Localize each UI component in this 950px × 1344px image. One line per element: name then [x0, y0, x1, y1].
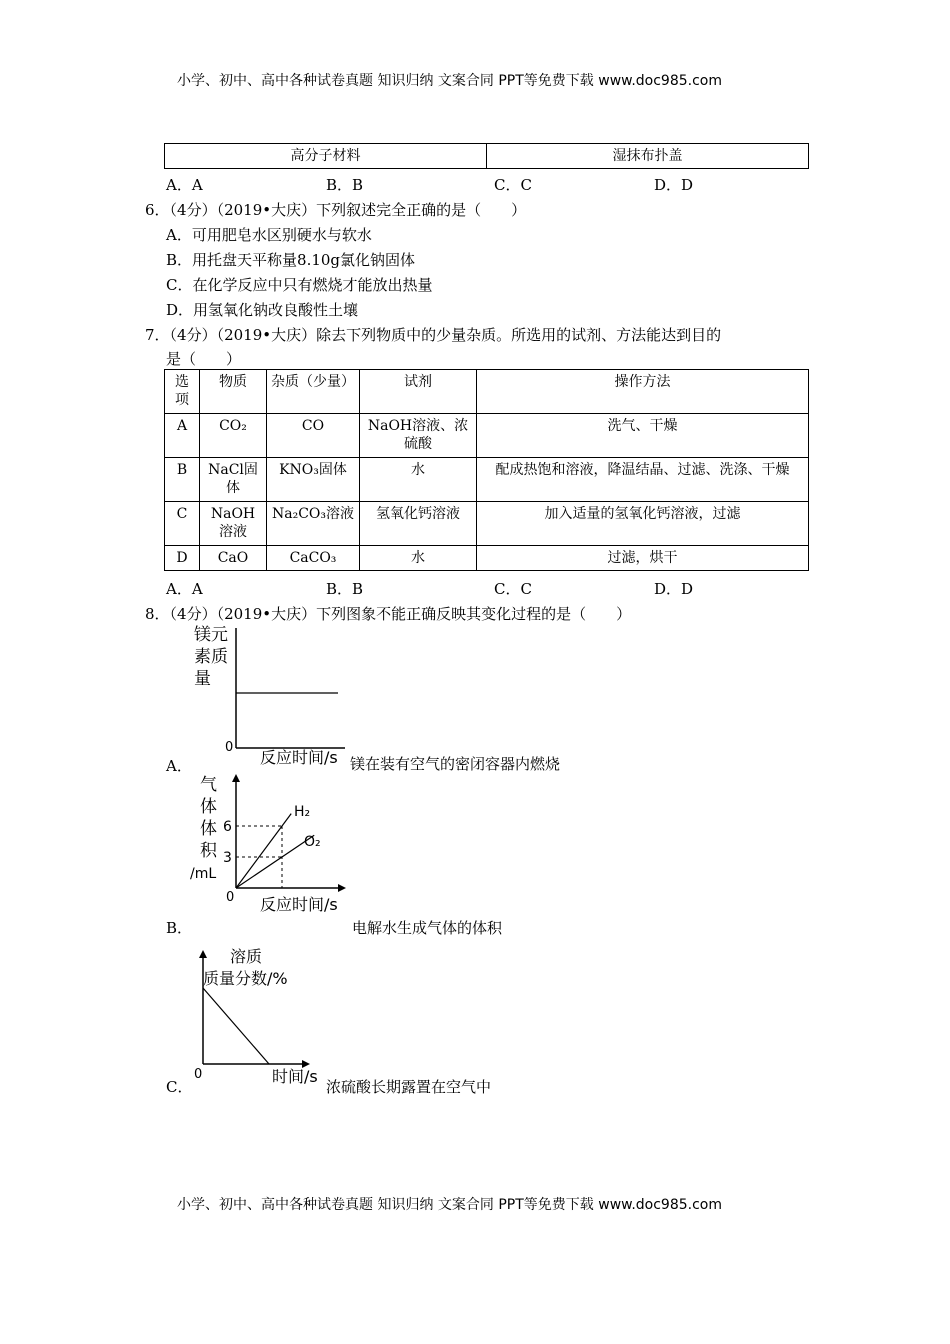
cell: B — [165, 458, 200, 502]
footer-site: www.doc985.com — [598, 1197, 722, 1213]
q5-option-c[interactable]: C．C — [494, 176, 532, 194]
chart-b — [180, 770, 360, 920]
th-option: 选项 — [165, 370, 200, 414]
q5-options — [166, 174, 693, 195]
tick-3: 3 — [223, 850, 232, 866]
cell: NaOH溶液、浓硫酸 — [360, 414, 477, 458]
ylabel-1: 溶质 — [230, 947, 263, 966]
th-reagent: 试剂 — [360, 370, 477, 414]
ylabel-3: 体 — [200, 819, 217, 839]
table-row — [165, 502, 809, 546]
cell: D — [165, 546, 200, 571]
cell: CO — [267, 414, 360, 458]
q6-option-b[interactable]: B．用托盘天平称量8.10g氯化钠固体 — [166, 251, 416, 269]
q7-table — [164, 369, 809, 571]
cell: 洗气、干燥 — [477, 414, 809, 458]
ylabel-2: 质量分数/% — [203, 969, 288, 988]
ylabel-line3: 量 — [194, 669, 211, 689]
chart-a — [180, 620, 360, 770]
q7-stem-line2: 是（ ） — [166, 350, 242, 368]
o2-label: O₂ — [304, 834, 321, 850]
y-axis-arrow — [199, 950, 207, 958]
cell: NaCl固体 — [200, 458, 267, 502]
table-header-row — [165, 370, 809, 414]
chart-c-caption: 浓硫酸长期露置在空气中 — [326, 1078, 492, 1096]
page-header — [177, 70, 722, 90]
q8-option-b[interactable]: B． — [166, 919, 193, 937]
concentration-line — [203, 988, 269, 1064]
q6-option-a[interactable]: A．可用肥皂水区别硬水与软水 — [166, 226, 372, 244]
tick-6: 6 — [223, 819, 232, 835]
q7-option-b[interactable]: B．B — [326, 580, 364, 598]
x-axis-arrow — [338, 884, 346, 892]
q7-option-a[interactable]: A．A — [166, 580, 203, 598]
header-site: www.doc985.com — [598, 73, 722, 89]
cell: CaO — [200, 546, 267, 571]
cell: 过滤，烘干 — [477, 546, 809, 571]
q5-option-b[interactable]: B．B — [326, 176, 364, 194]
xlabel: 反应时间/s — [260, 895, 338, 914]
cell: CaCO₃ — [267, 546, 360, 571]
xlabel: 时间/s — [272, 1067, 318, 1086]
q5-option-d[interactable]: D．D — [654, 176, 694, 194]
table-row — [165, 414, 809, 458]
th-method: 操作方法 — [477, 370, 809, 414]
q5-option-a[interactable]: A．A — [166, 176, 203, 194]
q5-cell-method: 湿抹布扑盖 — [487, 144, 809, 169]
cell: Na₂CO₃溶液 — [267, 502, 360, 546]
chart-b-caption: 电解水生成气体的体积 — [352, 919, 503, 937]
xlabel: 反应时间/s — [260, 748, 338, 767]
page-footer — [177, 1194, 722, 1214]
q7-stem-line1: 7．（4分）（2019•大庆）除去下列物质中的少量杂质。所选用的试剂、方法能达到目的 — [145, 326, 722, 344]
chart-c — [180, 942, 340, 1092]
cell: NaOH溶液 — [200, 502, 267, 546]
cell: A — [165, 414, 200, 458]
cell: 水 — [360, 546, 477, 571]
table-row — [165, 458, 809, 502]
q6-option-d[interactable]: D．用氢氧化钠改良酸性土壤 — [166, 301, 359, 319]
table-row — [165, 546, 809, 571]
cell: CO₂ — [200, 414, 267, 458]
o2-line — [236, 835, 314, 888]
cell: C — [165, 502, 200, 546]
q7-options — [166, 578, 693, 599]
q7-option-d[interactable]: D．D — [654, 580, 694, 598]
footer-text: 小学、初中、高中各种试卷真题 知识归纳 文案合同 PPT等免费下载 — [177, 1197, 599, 1213]
ylabel-4: 积 — [200, 841, 217, 861]
cell: KNO₃固体 — [267, 458, 360, 502]
q8-option-a[interactable]: A． — [166, 757, 192, 775]
origin-label: 0 — [225, 740, 234, 755]
q6-option-c[interactable]: C．在化学反应中只有燃烧才能放出热量 — [166, 276, 433, 294]
ylabel-2: 体 — [200, 797, 217, 817]
y-axis-arrow — [232, 774, 240, 782]
chart-a-caption: 镁在装有空气的密闭容器内燃烧 — [350, 755, 561, 773]
cell: 加入适量的氢氧化钙溶液，过滤 — [477, 502, 809, 546]
cell: 配成热饱和溶液，降温结晶、过滤、洗涤、干燥 — [477, 458, 809, 502]
q7-option-c[interactable]: C．C — [494, 580, 532, 598]
cell: 水 — [360, 458, 477, 502]
th-substance: 物质 — [200, 370, 267, 414]
th-impurity: 杂质（少量） — [267, 370, 360, 414]
q8-option-c[interactable]: C． — [166, 1078, 193, 1096]
ylabel-5: /mL — [190, 866, 217, 882]
cell: 氢氧化钙溶液 — [360, 502, 477, 546]
q5-cell-material: 高分子材料 — [165, 144, 487, 169]
origin-label: 0 — [226, 890, 235, 905]
h2-line — [236, 814, 291, 888]
q6-stem: 6．（4分）（2019•大庆）下列叙述完全正确的是（ ） — [145, 201, 527, 219]
header-text: 小学、初中、高中各种试卷真题 知识归纳 文案合同 PPT等免费下载 — [177, 73, 599, 89]
origin-label: 0 — [194, 1067, 203, 1082]
ylabel-line2: 素质 — [194, 647, 228, 667]
ylabel-1: 气 — [200, 775, 217, 795]
h2-label: H₂ — [294, 804, 311, 820]
q8-stem: 8．（4分）（2019•大庆）下列图象不能正确反映其变化过程的是（ ） — [145, 605, 632, 623]
ylabel-line1: 镁元 — [194, 625, 228, 645]
q5-table — [164, 143, 809, 169]
